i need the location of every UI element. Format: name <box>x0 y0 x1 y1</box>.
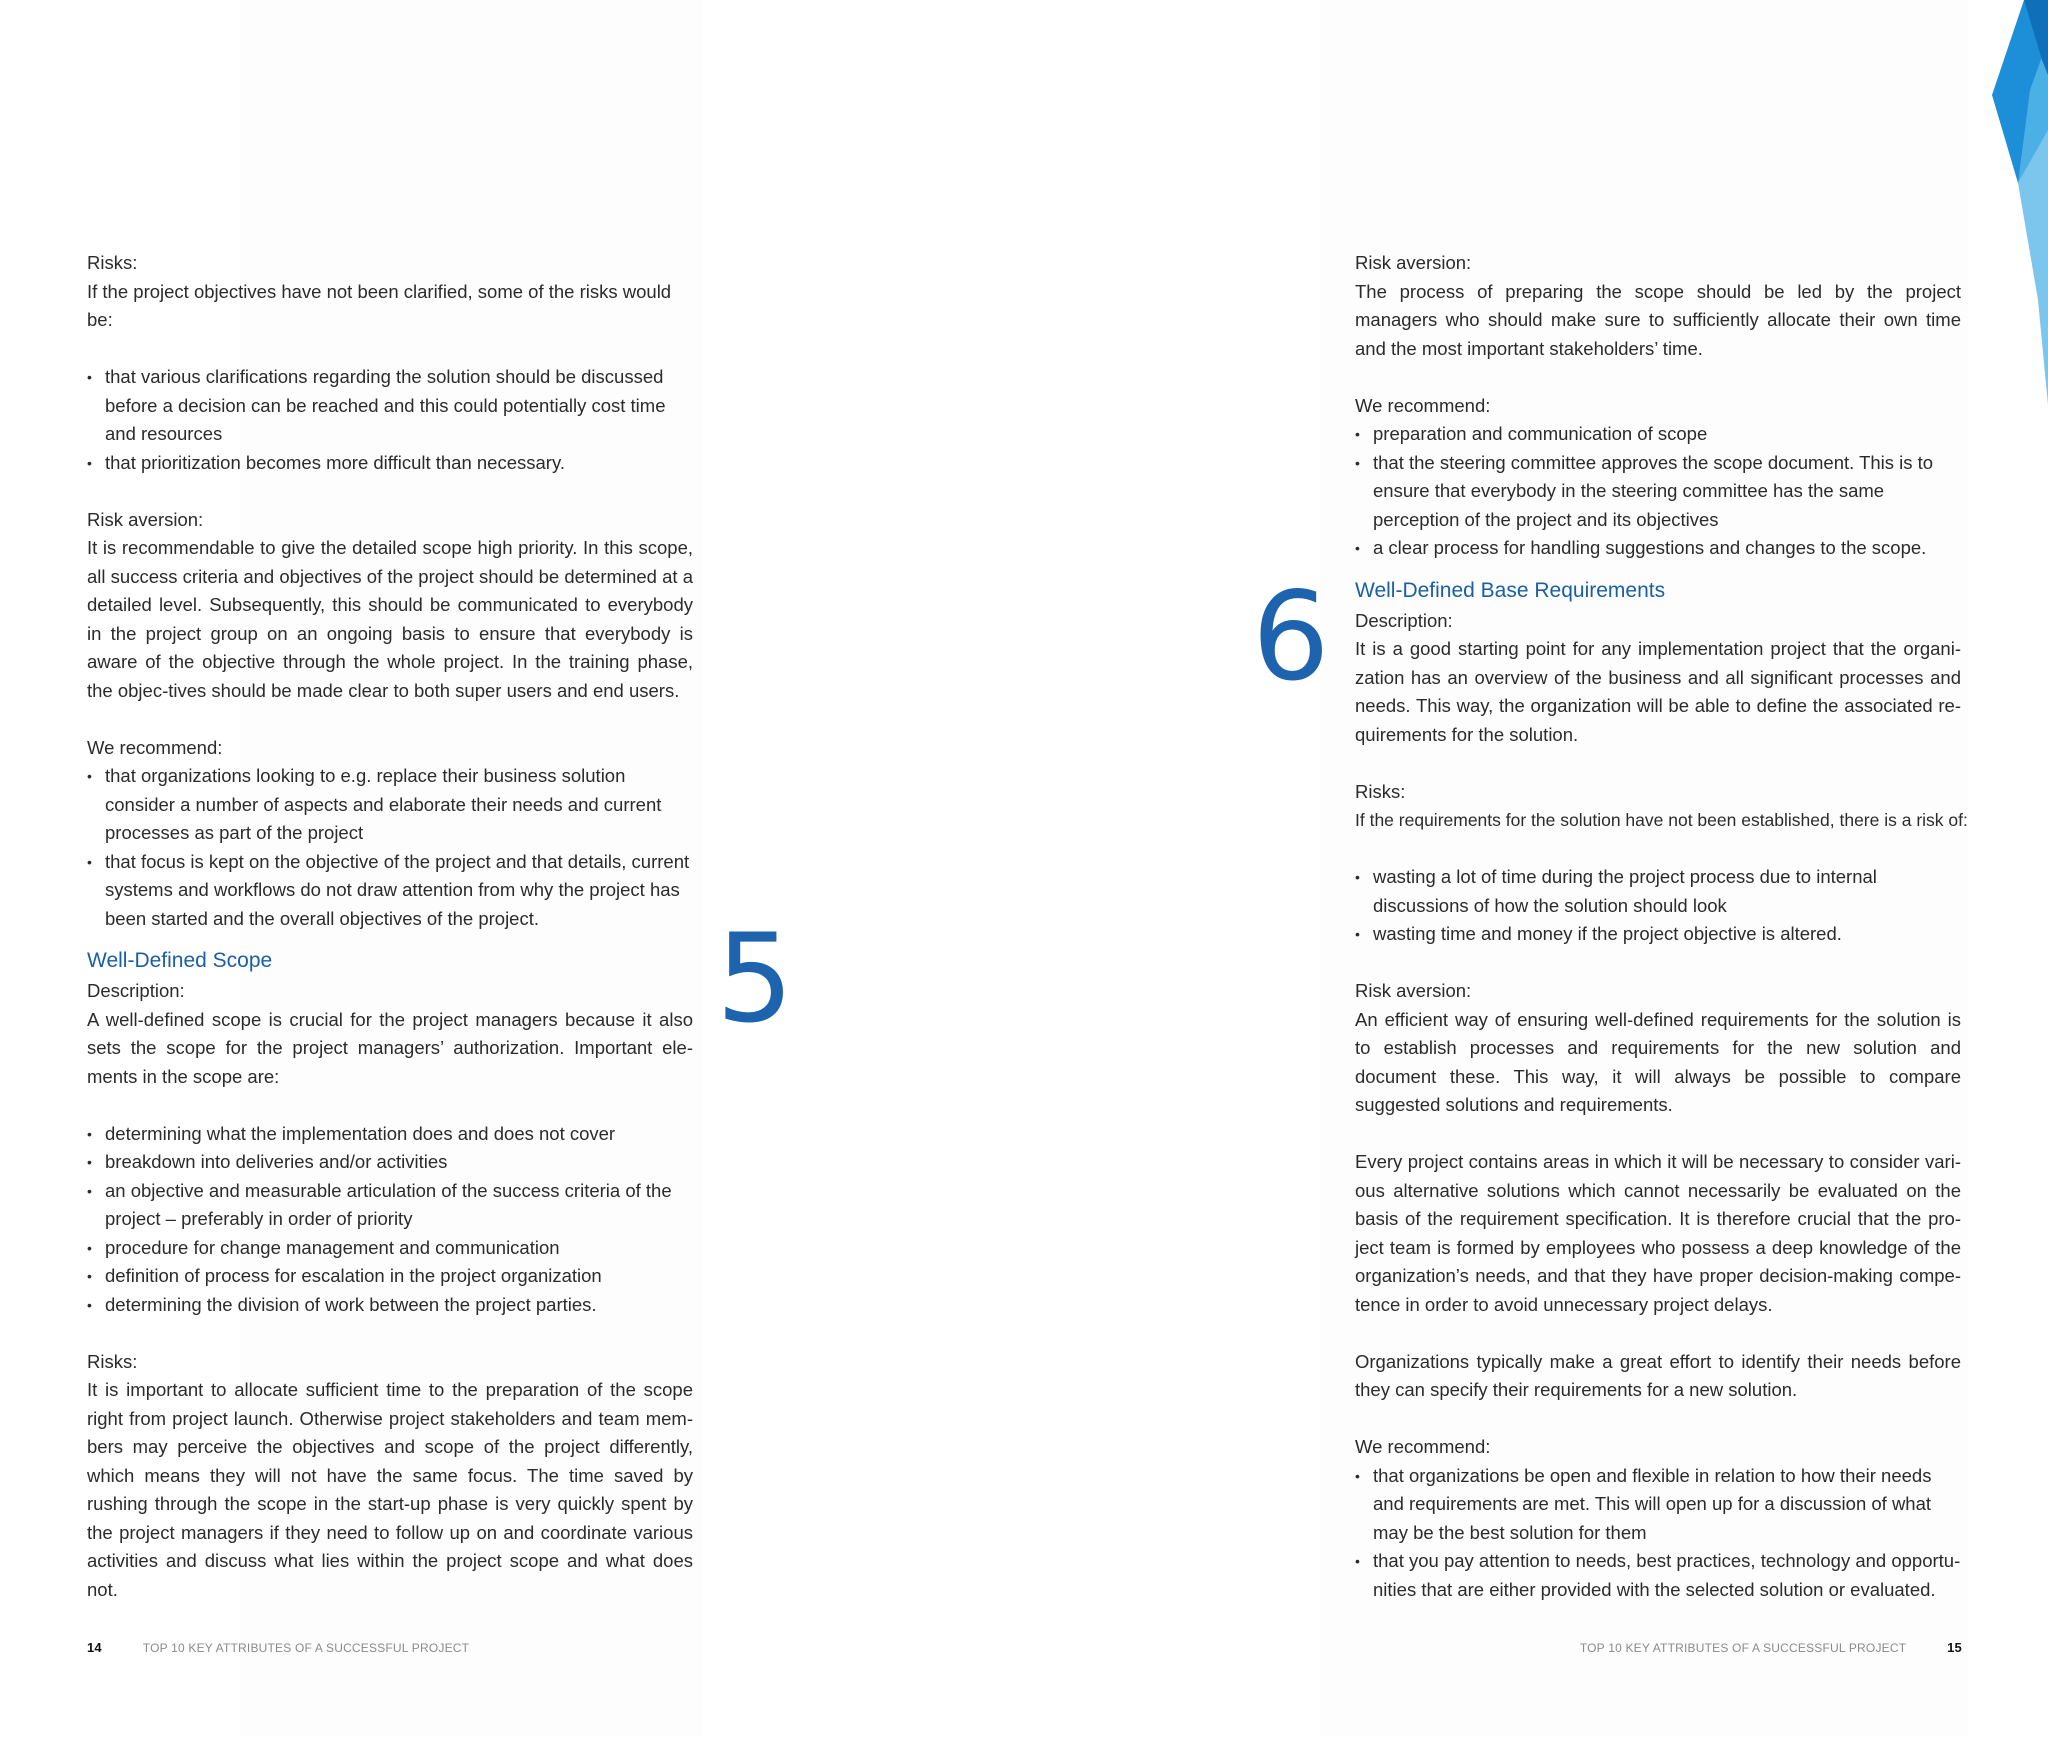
list-item: • determining the division of work between the project parties. <box>87 1291 693 1320</box>
section-number-6: 6 <box>1252 566 1330 708</box>
risks2-text: It is important to allocate sufficient time to the preparation of the scope right from project launch. Otherwise project stakeholders and team mem-bers may perceive the objectives and scope of the project differently, which means they will not have the same focus. The time saved by rushing through the scope in the start-up phase is very quickly spent by the project managers if they need to follow up on and coordinate various activities and discuss what lies within the project scope and what does not. <box>87 1379 693 1600</box>
risk-aversion-label: Risk aversion: <box>87 508 204 530</box>
list-item: • wasting time and money if the project objective is altered. <box>1355 920 1961 949</box>
list-item: • that focus is kept on the objective of the project and that details, current systems and workflows do not draw attention from why the project has been started and the overall objectives of the project. <box>87 848 693 934</box>
left-footer <box>87 1640 469 1655</box>
description-text: It is a good starting point for any implementation project that the organi-zation has an overview of the business and all significant processes and needs. This way, the organization will be able to define the associated re-quirements for the solution. <box>1355 638 1961 745</box>
risks-intro: If the requirements for the solution have not been established, there is a risk of: <box>1355 810 1968 830</box>
crystal-corner-graphic <box>1968 0 2048 410</box>
list-item: • that prioritization becomes more difficult than necessary. <box>87 449 693 478</box>
description-text: A well-defined scope is crucial for the project managers because it also sets the scope for the project managers’ authorization. Important ele-ments in the scope are: <box>87 1008 693 1087</box>
right-footer <box>1580 1640 1962 1655</box>
description-label: Description: <box>87 980 185 1001</box>
list-item: • that organizations looking to e.g. replace their business solution consider a number of aspects and elaborate their needs and current processes as part of the project <box>87 762 693 848</box>
risk-aversion-text: It is recommendable to give the detailed scope high priority. In this scope, all success criteria and objectives of the project should be determined at a detailed level. Subsequently, this should be communicated to everybody in the project group on an ongoing basis to ensure that everybody is aware of the objective through the whole project. In the training phase, the objec-tives should be made clear to both super users and end users. <box>87 537 693 701</box>
list-item: • an objective and measurable articulation of the success criteria of the project – preferably in order of priority <box>87 1177 693 1234</box>
risk-aversion-label: Risk aversion: <box>1355 252 1472 273</box>
risks-list <box>87 363 693 477</box>
recommend-list <box>87 762 693 933</box>
scope-list <box>87 1120 693 1320</box>
footer-title: TOP 10 KEY ATTRIBUTES OF A SUCCESSFUL PROJECT <box>142 1641 470 1655</box>
list-item: • preparation and communication of scope <box>1355 420 1961 449</box>
risks2-label: Risks: <box>87 1350 138 1372</box>
list-item: • that organizations be open and flexible in relation to how their needs and requirements are met. This will open up for a discussion of what may be the best solution for them <box>1355 1462 1961 1548</box>
footer-title: TOP 10 KEY ATTRIBUTES OF A SUCCESSFUL PROJECT <box>1579 1641 1907 1655</box>
recommend-label: We recommend: <box>87 736 223 758</box>
right-page-column <box>1355 249 1968 1604</box>
list-item: • that various clarifications regarding the solution should be discussed before a decision can be reached and this could potentially cost time and resources <box>87 363 693 449</box>
risk-aversion2-label: Risk aversion: <box>1355 980 1472 1001</box>
list-item: • that the steering committee approves the scope document. This is to ensure that everybody in the steering committee has the same perception of the project and its objectives <box>1355 449 1961 535</box>
risks-intro: If the project objectives have not been clarified, some of the risks would be: <box>87 280 672 330</box>
risks-label: Risks: <box>87 252 138 273</box>
list-item: • wasting a lot of time during the project process due to internal discussions of how the solution should look <box>1355 863 1961 920</box>
list-item: • determining what the implementation does and does not cover <box>87 1120 693 1149</box>
list-item: • procedure for change management and communication <box>87 1234 693 1263</box>
list-item: • a clear process for handling suggestions and changes to the scope. <box>1355 534 1961 563</box>
paragraph-every-project: Every project contains areas in which it will be necessary to consider vari-ous alternative solutions which cannot necessarily be evaluated on the basis of the requirement specification. It is therefore crucial that the pro-ject team is formed by employees who possess a deep knowledge of the organization’s needs, and that they have proper decision-making compe-tence in order to avoid unnecessary project delays. <box>1355 1151 1961 1315</box>
description-label: Description: <box>1355 609 1453 631</box>
recommend2-list <box>1355 1462 1961 1605</box>
recommend-list <box>1355 420 1961 563</box>
page-number: 14 <box>87 1640 102 1655</box>
list-item: • definition of process for escalation in the project organization <box>87 1262 693 1291</box>
recommend2-label: We recommend: <box>1355 1436 1491 1457</box>
risk-aversion-text: The process of preparing the scope should be led by the project managers who should make sure to sufficiently allocate their own time and the most important stakeholders’ time. <box>1355 280 1961 359</box>
section-heading-scope: Well-Defined Scope <box>87 949 273 972</box>
section-heading-requirements: Well-Defined Base Requirements <box>1355 578 1666 602</box>
recommend-label: We recommend: <box>1355 394 1491 416</box>
list-item: • breakdown into deliveries and/or activities <box>87 1148 693 1177</box>
list-item: • that you pay attention to needs, best practices, technology and opportu-nities that are either provided with the selected solution or evaluated. <box>1355 1547 1961 1604</box>
left-page-column <box>87 249 693 1633</box>
paragraph-organizations: Organizations typically make a great effort to identify their needs before they can specify their requirements for a new solution. <box>1355 1350 1961 1400</box>
page-number: 15 <box>1947 1640 1962 1655</box>
risks-label: Risks: <box>1355 780 1406 802</box>
section-number-5: 5 <box>716 908 794 1050</box>
risks-list <box>1355 863 1961 949</box>
risk-aversion2-text: An efficient way of ensuring well-defined requirements for the solution is to establish processes and requirements for the new solution and document these. This way, it will always be possible to compare suggested solutions and requirements. <box>1355 1008 1961 1115</box>
